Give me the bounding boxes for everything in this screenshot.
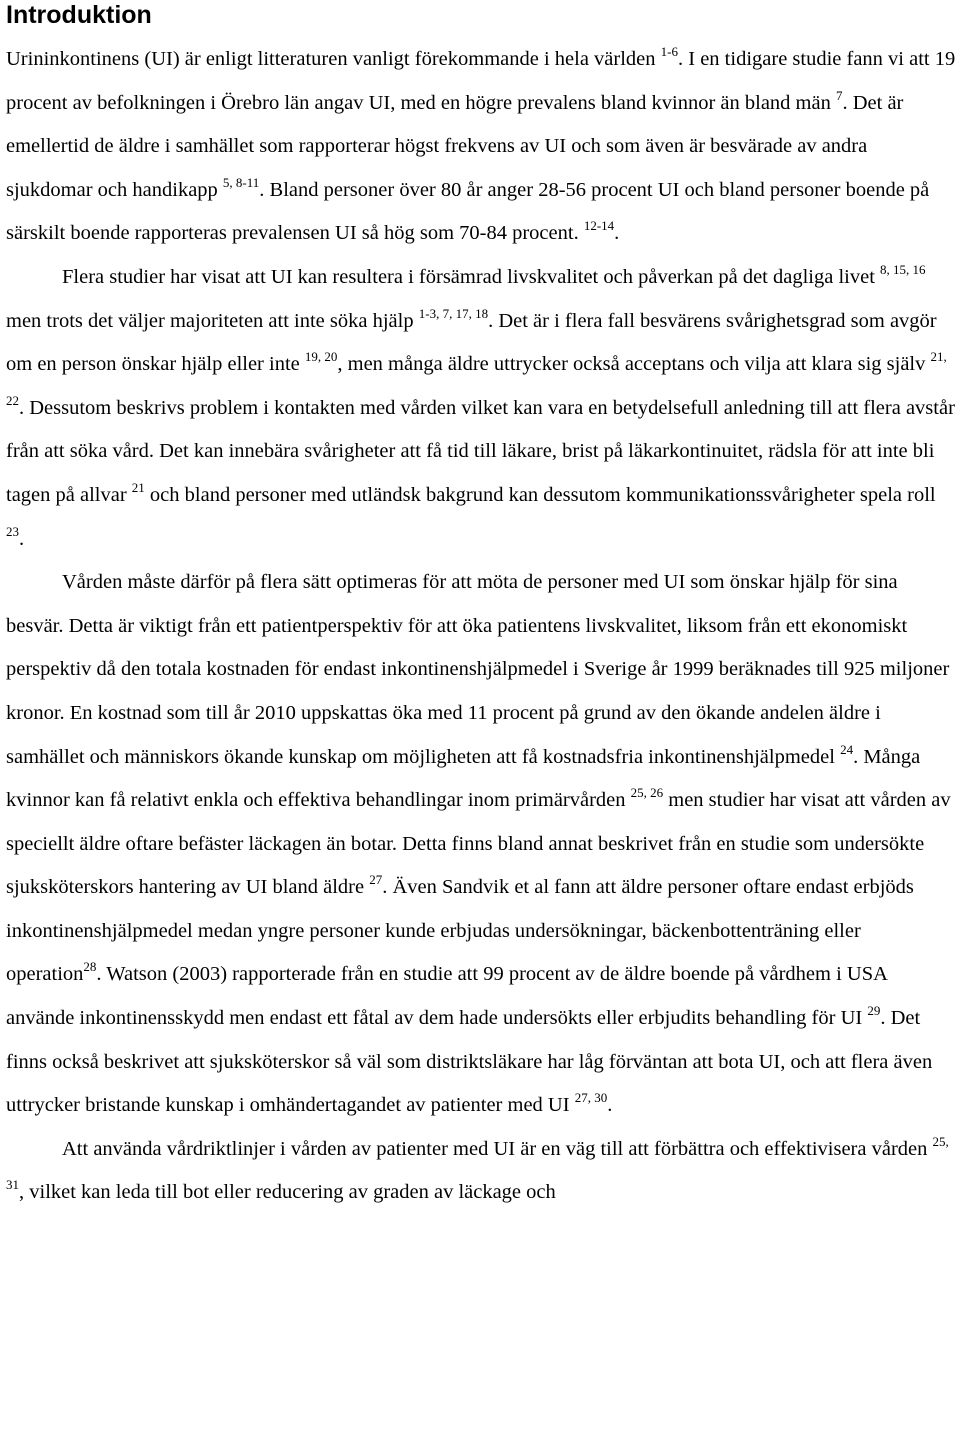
body-paragraph — [6, 1128, 956, 1215]
citation-superscript: 28 — [83, 959, 97, 975]
citation-superscript: 25, 26 — [630, 785, 664, 801]
paragraph-text: Vården måste därför på flera sätt optimeras för att möta de personer med UI som önskar hjälp för sina besvär. Detta är viktigt från ett patientperspektiv för att öka patientens livskvalitet, liksom från ett ekonomiskt perspektiv då den totala kostnaden för endast inkontinenshjälpmedel i Sverige år 1999 beräknades till 925 miljoner kronor. En kostnad som till år 2010 uppskattas öka med 11 procent på grund av den ökande andelen äldre i samhället och människors ökande kunskap om möjligheten att få kostnadsfria inkontinenshjälpmedel — [6, 571, 950, 768]
paragraph-text: . Många kvinnor kan få relativt enkla och effektiva behandlingar inom primärvården — [6, 745, 921, 812]
paragraph-text: men studier har visat att vården av speciellt äldre oftare befäster läckagen än botar. Detta finns bland annat beskrivet från en studie som undersökte sjuksköterskors hantering av UI bland äldre — [6, 789, 951, 899]
paragraph-text: . Watson (2003) rapporterade från en studie att 99 procent av de äldre boende på vårdhem i USA använde inkontinensskydd men endast ett fåtal av dem hade undersökts eller erbjudits behandling för UI — [6, 963, 887, 1030]
paragraph-text: och bland personer med utländsk bakgrund kan dessutom kommunikationssvårigheter spela roll — [144, 483, 936, 506]
paragraph-text: . — [19, 527, 25, 550]
body-paragraph — [6, 561, 956, 1128]
citation-superscript: 24 — [840, 741, 854, 757]
citation-superscript: 23 — [6, 523, 19, 539]
citation-superscript: 27, 30 — [574, 1090, 608, 1106]
citation-superscript: 21 — [131, 479, 145, 495]
paragraph-text: , vilket kan leda till bot eller reducering av graden av läckage och — [19, 1181, 556, 1204]
paragraph-text: men trots det väljer majoriteten att inte söka hjälp — [6, 309, 419, 332]
body-paragraph — [6, 256, 956, 561]
citation-superscript: 29 — [867, 1003, 881, 1019]
citation-superscript: 25, 31 — [6, 1133, 949, 1193]
citation-superscript: 7 — [835, 87, 843, 103]
paragraph-text: . — [614, 222, 620, 245]
document-page — [6, 0, 956, 1215]
citation-superscript: 8, 15, 16 — [880, 261, 926, 277]
paragraph-text: . Bland personer över 80 år anger 28-56 procent UI och bland personer boende på särskilt boende rapporteras prevalensen UI så hög som 70-84 procent. — [6, 178, 930, 245]
citation-superscript: 5, 8-11 — [222, 174, 260, 190]
body-paragraph — [6, 38, 956, 256]
citation-superscript: 1-6 — [660, 44, 678, 59]
citation-superscript: 1-3, 7, 17, 18 — [418, 305, 489, 321]
section-heading: Introduktion — [6, 1, 152, 29]
paragraph-text: . Det är i flera fall besvärens svårighetsgrad som avgör om en person önskar hjälp eller inte — [6, 309, 937, 376]
paragraph-text: . Dessutom beskrivs problem i kontakten med vården vilket kan vara en betydelsefull anledning till att flera avstår från att söka vård. Det kan innebära svårigheter att få tid till läkare, brist på läkarkontinuitet, rädsla för att inte bli tagen på allvar — [6, 396, 955, 506]
citation-superscript: 21, 22 — [6, 349, 947, 408]
paragraph-text: . — [607, 1094, 613, 1117]
paragraph-text: . I en tidigare studie fann vi att 19 procent av befolkningen i Örebro län angav UI, med en högre prevalens bland kvinnor än bland män — [6, 48, 956, 114]
citation-superscript: 12-14 — [583, 218, 615, 234]
paragraph-text: . Det är emellertid de äldre i samhället som rapporterar högst frekvens av UI och som även är besvärade av andra sjukdomar och handikapp — [6, 91, 904, 201]
paragraph-text: . Det finns också beskrivet att sjuksköterskor så väl som distriktsläkare har låg förväntan att bota UI, och att flera även uttrycker bristande kunskap i omhändertagandet av patienter med UI — [6, 1007, 933, 1117]
citation-superscript: 27 — [369, 872, 383, 888]
paragraph-text: Flera studier har visat att UI kan resultera i försämrad livskvalitet och påverkan på det dagliga livet — [62, 265, 881, 288]
paragraph-text: Att använda vårdriktlinjer i vården av patienter med UI är en väg till att förbättra och effektivisera vården — [62, 1137, 933, 1160]
paragraph-text: Urininkontinens (UI) är enligt litteraturen vanligt förekommande i hela världen — [6, 48, 661, 70]
citation-superscript: 19, 20 — [304, 349, 338, 365]
paragraph-text: . Även Sandvik et al fann att äldre personer oftare endast erbjöds inkontinenshjälpmedel medan yngre personer kunde erbjudas undersökningar, bäckenbottenträning eller operation — [6, 876, 914, 986]
paragraph-text: , men många äldre uttrycker också acceptans och vilja att klara sig själv — [337, 353, 931, 376]
